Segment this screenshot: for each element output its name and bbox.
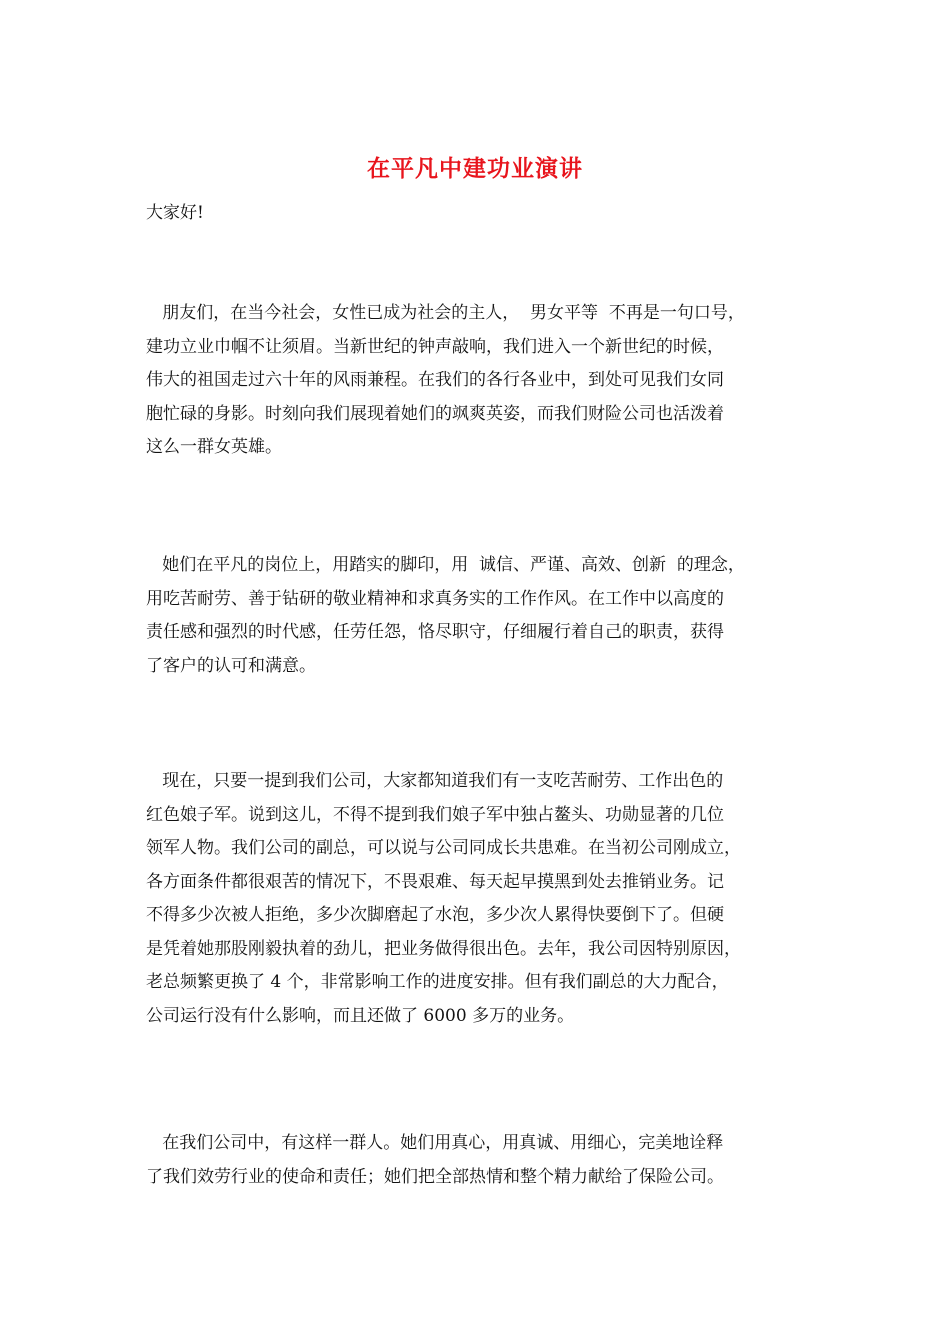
paragraph-line: 不得多少次被人拒绝，多少次脚磨起了水泡，多少次人累得快要倒下了。但硬 [146, 905, 724, 925]
paragraph-line: 领军人物。我们公司的副总，可以说与公司同成长共患难。在当初公司刚成立， [146, 838, 741, 858]
paragraph-line: 这么一群女英雄。 [146, 437, 282, 457]
paragraph-line: 公司运行没有什么影响，而且还做了 6000 多万的业务。 [146, 1005, 575, 1026]
document-title: 在平凡中建功业演讲 [367, 155, 583, 182]
paragraph-line: 了我们效劳行业的使命和责任；她们把全部热情和整个精力献给了保险公司。 [146, 1166, 724, 1187]
paragraph-line: 用吃苦耐劳、善于钻研的敬业精神和求真务实的工作作风。在工作中以高度的 [146, 588, 724, 609]
paragraph-4 [146, 1127, 811, 1194]
paragraph-line: 是凭着她那股刚毅执着的劲儿，把业务做得很出色。去年，我公司因特别原因， [146, 938, 741, 959]
paragraph-line: 伟大的祖国走过六十年的风雨兼程。在我们的各行各业中，到处可见我们女同 [146, 370, 724, 390]
paragraph-line: 各方面条件都很艰苦的情况下，不畏艰难、每天起早摸黑到处去推销业务。记 [146, 871, 724, 892]
paragraph-1 [146, 297, 811, 465]
paragraph-line: 了客户的认可和满意。 [146, 655, 316, 676]
paragraph-line: 她们在平凡的岗位上，用踏实的脚印，用 诚信、严谨、高效、创新 的理念， [146, 555, 745, 575]
paragraph-line: 现在，只要一提到我们公司，大家都知道我们有一支吃苦耐劳、工作出色的 [146, 771, 724, 791]
paragraph-line: 在我们公司中，有这样一群人。她们用真心，用真诚、用细心，完美地诠释 [146, 1133, 724, 1153]
paragraph-line: 红色娘子军。说到这儿，不得不提到我们娘子军中独占鳌头、功勋显著的几位 [146, 804, 724, 825]
greeting: 大家好! [146, 203, 204, 223]
paragraph-line: 胞忙碌的身影。时刻向我们展现着她们的飒爽英姿，而我们财险公司也活泼着 [146, 403, 724, 424]
paragraph-line: 朋友们，在当今社会，女性已成为社会的主人， 男女平等 不再是一句口号， [146, 303, 745, 323]
paragraph-line: 责任感和强烈的时代感，任劳任怨，恪尽职守，仔细履行着自己的职责，获得 [146, 622, 724, 642]
paragraph-2 [146, 549, 811, 683]
paragraph-line: 老总频繁更换了 4 个，非常影响工作的进度安排。但有我们副总的大力配合， [146, 972, 729, 992]
paragraph-3 [146, 765, 811, 1033]
paragraph-line: 建功立业巾帼不让须眉。当新世纪的钟声敲响，我们进入一个新世纪的时候， [146, 336, 724, 357]
